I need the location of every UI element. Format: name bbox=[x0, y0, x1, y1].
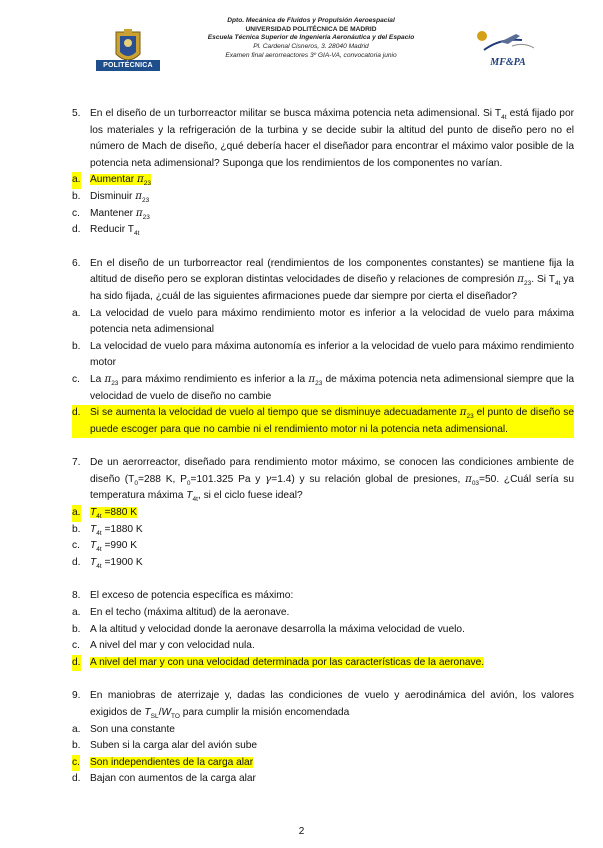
option-letter: b. bbox=[72, 740, 81, 752]
question-8 bbox=[72, 588, 574, 605]
option-letter: d. bbox=[72, 655, 81, 672]
question-7 bbox=[72, 455, 574, 505]
option-letter: b. bbox=[72, 623, 81, 635]
option-letter: b. bbox=[72, 190, 81, 202]
option-text: A la altitud y velocidad donde la aeronave desarrolla la máxima velocidad de vuelo. bbox=[90, 623, 465, 635]
question-6 bbox=[72, 256, 574, 306]
option-8a[interactable] bbox=[72, 605, 574, 622]
option-text: $T_{4t} =1880$ K bbox=[90, 523, 143, 537]
question-number: 5. bbox=[72, 108, 81, 119]
option-text: A nivel del mar y con velocidad nula. bbox=[90, 640, 255, 652]
upm-logo-label: POLITÉCNICA bbox=[96, 60, 160, 71]
address: Pl. Cardenal Cisneros, 3. 28040 Madrid bbox=[253, 43, 369, 51]
option-text: La $\pi_{23}$ para máximo rendimiento es inferior a la $\pi_{23}$ de máxima potencia neta adimensional siempre que la velocidad de vuelo de diseño no cambie bbox=[90, 373, 575, 402]
option-5d[interactable] bbox=[72, 222, 574, 239]
option-5a[interactable] bbox=[72, 172, 574, 189]
option-text: Aumentar $\pi_{23}$ bbox=[90, 174, 151, 188]
option-text: Disminuir $\pi_{23}$ bbox=[90, 190, 150, 204]
exam-title: Examen final aerorreactores 3º GIA-VA, convocatoria junio bbox=[225, 51, 397, 59]
question-text: En el diseño de un turborreactor militar se busca máxima potencia neta adimensional. Si $T_{4t}$ está fijado por los materiales y la refrigeración de la turbina y se decide subir la altitud del punto de diseño pero no el número de Mach de diseño, ¿qué debería hacer el diseñador para encontrar el máximo valor posible de la potencia neta adimensional? Suponga que los rendimientos de los componentes no varían. bbox=[90, 108, 575, 169]
option-7a[interactable] bbox=[72, 505, 574, 522]
option-letter: d. bbox=[72, 224, 81, 236]
option-letter: d. bbox=[72, 407, 81, 419]
option-letter: b. bbox=[72, 523, 81, 535]
option-letter: c. bbox=[72, 640, 80, 652]
option-text: Mantener $\pi_{23}$ bbox=[90, 207, 150, 221]
option-7c[interactable] bbox=[72, 538, 574, 555]
option-9d[interactable] bbox=[72, 771, 574, 788]
header-text-block bbox=[176, 17, 446, 61]
question-text: En maniobras de aterrizaje y, dadas las condiciones de vuelo y aerodinámica del avión, los valores exigidos de $T_{SL}/W_{TO}$ para cumplir la misión encomendada bbox=[90, 690, 574, 721]
option-letter: a. bbox=[72, 723, 81, 735]
option-9a[interactable] bbox=[72, 722, 574, 739]
option-5c[interactable] bbox=[72, 206, 574, 223]
option-6d[interactable] bbox=[72, 405, 574, 438]
option-text: Son independientes de la carga alar bbox=[90, 756, 254, 768]
university-name: UNIVERSIDAD POLITÉCNICA DE MADRID bbox=[245, 25, 377, 33]
school-name: Escuela Técnica Superior de Ingeniería Aeronáutica y del Espacio bbox=[207, 34, 415, 42]
option-letter: a. bbox=[72, 307, 81, 319]
option-6b[interactable] bbox=[72, 339, 574, 372]
option-letter: c. bbox=[72, 373, 80, 385]
option-7d[interactable] bbox=[72, 555, 574, 572]
option-letter: a. bbox=[72, 505, 81, 522]
option-6a[interactable] bbox=[72, 306, 574, 339]
department-name: Dpto. Mecánica de Fluidos y Propulsión Aeroespacial bbox=[227, 17, 395, 24]
question-number: 7. bbox=[72, 457, 81, 469]
option-text: La velocidad de vuelo para máximo rendimiento motor es inferior a la velocidad de vuelo para máxima potencia neta adimensional bbox=[90, 307, 574, 336]
option-letter: a. bbox=[72, 172, 81, 189]
mfpa-logo-text: MF&PA bbox=[490, 57, 526, 68]
question-number: 6. bbox=[72, 257, 81, 269]
option-letter: c. bbox=[72, 755, 80, 772]
question-number: 8. bbox=[72, 590, 81, 602]
option-text: $T_{4t} =880$ K bbox=[90, 507, 138, 521]
option-text: La velocidad de vuelo para máxima autonomía es inferior a la velocidad de vuelo para máximo rendimiento motor bbox=[90, 340, 574, 369]
option-text: Suben si la carga alar del avión sube bbox=[90, 740, 258, 752]
option-text: Reducir $T_{4t}$ bbox=[90, 224, 140, 238]
option-text: Bajan con aumentos de la carga alar bbox=[90, 773, 256, 785]
option-letter: c. bbox=[72, 540, 80, 552]
exam-questions bbox=[72, 106, 574, 788]
option-text: Si se aumenta la velocidad de vuelo al tiempo que se disminuye adecuadamente $\pi_{23}$ el punto de diseño se puede escoger para que no cambie ni el rendimiento motor ni la potencia neta adimensional. bbox=[90, 407, 574, 435]
option-5b[interactable] bbox=[72, 189, 574, 206]
option-9c[interactable] bbox=[72, 755, 574, 772]
option-letter: b. bbox=[72, 340, 81, 352]
option-letter: d. bbox=[72, 556, 81, 568]
page-number: 2 bbox=[298, 826, 305, 837]
question-number: 9. bbox=[72, 690, 81, 702]
option-text: $T_{4t} =990$ K bbox=[90, 540, 138, 554]
option-letter: c. bbox=[72, 207, 80, 219]
question-9 bbox=[72, 688, 574, 721]
question-text: El exceso de potencia específica es máximo: bbox=[90, 590, 294, 602]
question-text: De un aerorreactor, diseñado para rendimiento motor máximo, se conocen las condiciones ambiente de diseño ($T_0=288$ K, $P_0=101.325$ Pa y γ=1.4) y su relación global de presiones, $\pi_{03}=50$. ¿Cuál sería su temperatura máxima $T_{4t}$, si el ciclo fuese ideal? bbox=[90, 457, 575, 504]
option-letter: a. bbox=[72, 607, 81, 619]
question-5 bbox=[72, 106, 574, 172]
option-text: En el techo (máxima altitud) de la aeronave. bbox=[90, 607, 290, 619]
option-7b[interactable] bbox=[72, 522, 574, 539]
option-text: $T_{4t} =1900$ K bbox=[90, 556, 143, 570]
option-8c[interactable] bbox=[72, 638, 574, 655]
option-text: A nivel del mar y con una velocidad determinada por las características de la aeronave. bbox=[90, 656, 485, 668]
page-header bbox=[0, 0, 603, 90]
option-8d[interactable] bbox=[72, 655, 574, 672]
option-6c[interactable] bbox=[72, 372, 574, 405]
option-letter: d. bbox=[72, 773, 81, 785]
option-text: Son una constante bbox=[90, 723, 175, 735]
question-text: En el diseño de un turborreactor real (rendimientos de los componentes constantes) se mantiene fija la altitud de diseño pero se exploran distintas velocidades de diseño y relaciones de compresión $\pi_{23}$. Si $T_{4t}$ ya ha sido fijada, ¿cuál de las siguientes afirmaciones puede dar siempre por cierta el diseñador? bbox=[90, 257, 575, 302]
option-9b[interactable] bbox=[72, 738, 574, 755]
option-8b[interactable] bbox=[72, 622, 574, 639]
